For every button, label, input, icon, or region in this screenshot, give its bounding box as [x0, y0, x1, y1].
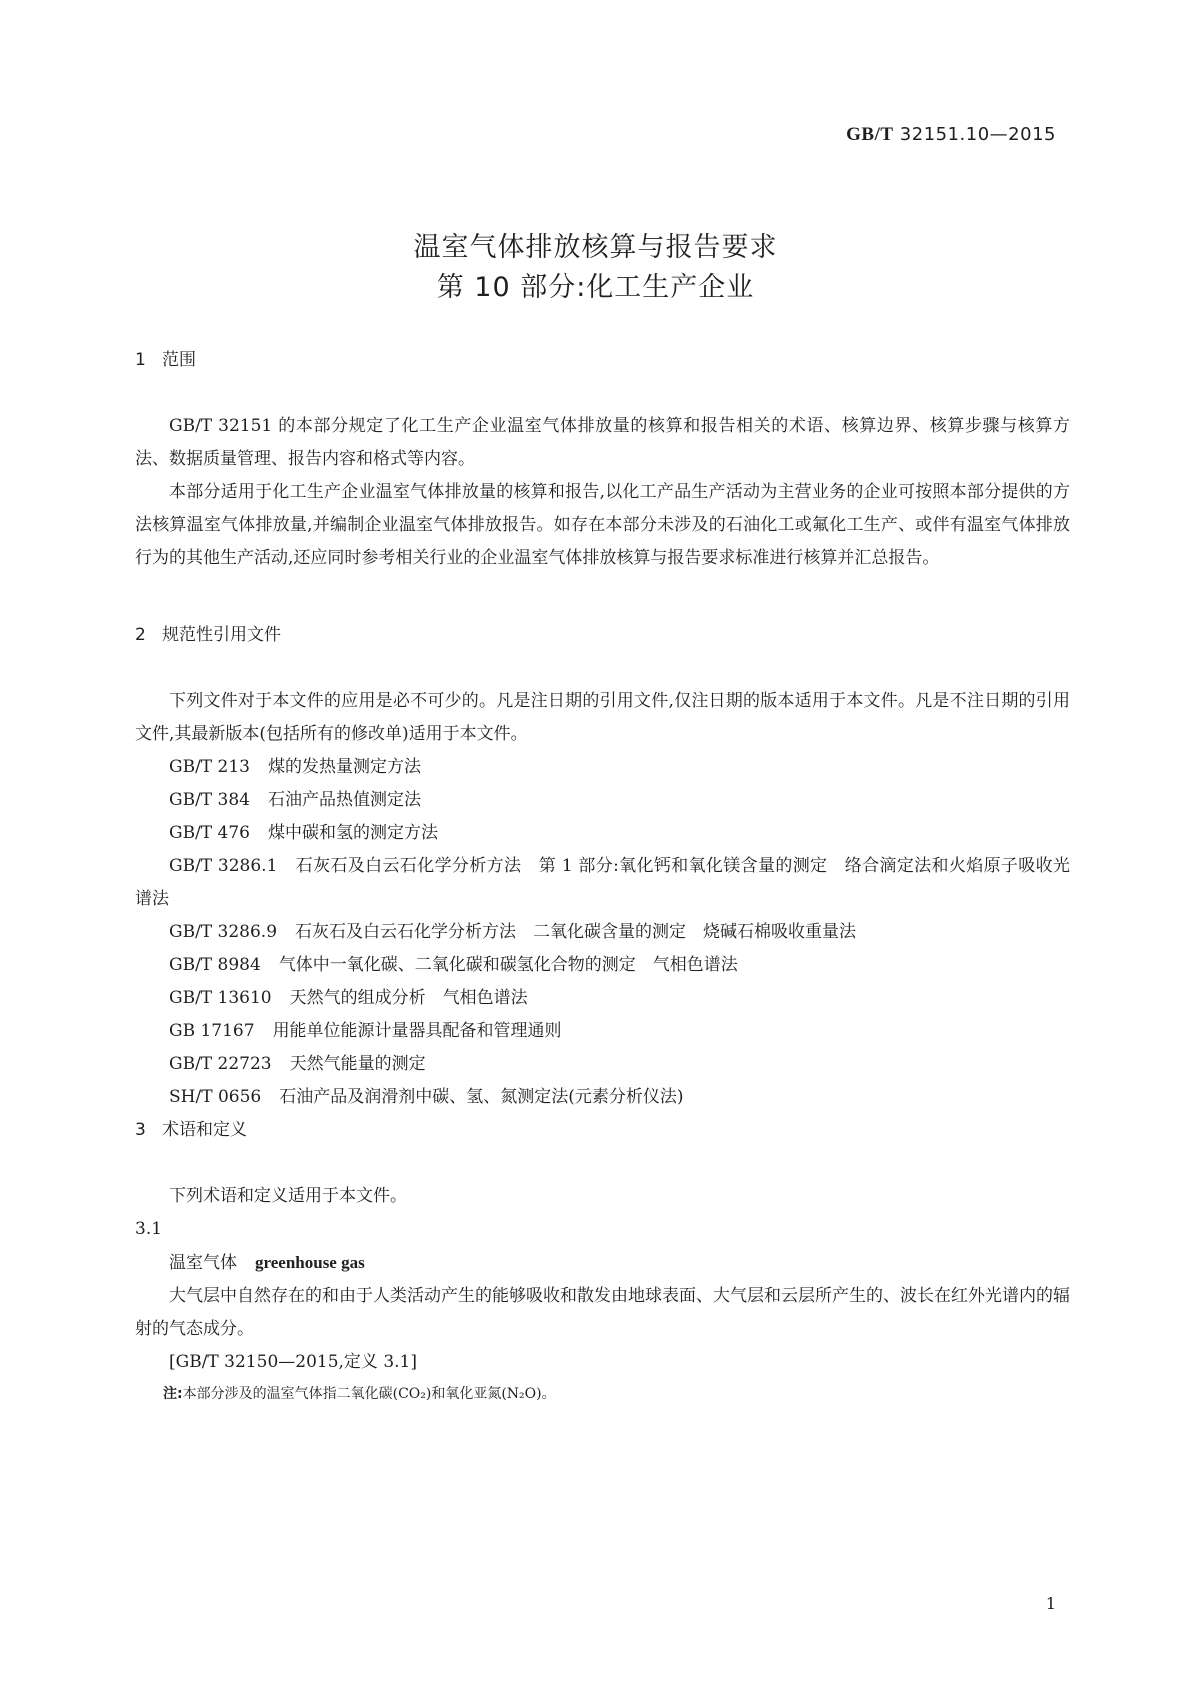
reference-item	[135, 1048, 1070, 1081]
reference-item	[135, 982, 1070, 1015]
section-title: 范围	[162, 350, 196, 370]
reference-code: GB/T 13610	[169, 988, 272, 1008]
standard-code	[846, 124, 1056, 146]
paragraph: 下列文件对于本文件的应用是必不可少的。凡是注日期的引用文件,仅注日期的版本适用于本文件。凡是不注日期的引用文件,其最新版本(包括所有的修改单)适用于本文件。	[135, 691, 1070, 744]
reference-title: 煤的发热量测定方法	[268, 757, 421, 777]
reference-item	[135, 1081, 1070, 1114]
reference-code: GB/T 476	[169, 823, 250, 843]
reference-code: GB/T 213	[169, 757, 250, 777]
note-text: 本部分涉及的温室气体指二氧化碳(CO₂)和氧化亚氮(N₂O)。	[182, 1386, 556, 1402]
term-note	[135, 1379, 1070, 1409]
section-number: 2	[135, 625, 146, 645]
paragraph: GB/T 32151 的本部分规定了化工生产企业温室气体排放量的核算和报告相关的术语、核算边界、核算步骤与核算方法、数据质量管理、报告内容和格式等内容。	[135, 416, 1070, 469]
reference-code: GB/T 22723	[169, 1054, 272, 1074]
reference-title: 石灰石及白云石化学分析方法 第 1 部分:氧化钙和氧化镁含量的测定 络合滴定法和火焰原子吸收光谱法	[135, 856, 1070, 909]
term-source: [GB/T 32150—2015,定义 3.1]	[169, 1352, 417, 1372]
reference-code: GB/T 8984	[169, 955, 261, 975]
reference-item	[135, 751, 1070, 784]
reference-item	[135, 949, 1070, 982]
section-title: 术语和定义	[162, 1120, 247, 1140]
section-heading	[135, 620, 1070, 645]
reference-title: 石灰石及白云石化学分析方法 二氧化碳含量的测定 烧碱石棉吸收重量法	[295, 922, 857, 942]
title-line-1: 温室气体排放核算与报告要求	[413, 232, 778, 263]
term-heading	[135, 1246, 1070, 1280]
term-chinese: 温室气体	[169, 1253, 237, 1273]
reference-code: GB/T 384	[169, 790, 250, 810]
section-number: 1	[135, 350, 146, 370]
reference-code: GB/T 3286.9	[169, 922, 278, 942]
term-definition: 大气层中自然存在的和由于人类活动产生的能够吸收和散发由地球表面、大气层和云层所产生的、波长在红外光谱内的辐射的气态成分。	[135, 1286, 1070, 1339]
section-scope	[135, 345, 1070, 575]
title-line-2: 第 10 部分:化工生产企业	[436, 272, 755, 303]
section-title: 规范性引用文件	[162, 625, 281, 645]
section-number: 3	[135, 1120, 146, 1140]
reference-item	[135, 850, 1070, 916]
paragraph: 下列术语和定义适用于本文件。	[169, 1186, 407, 1206]
reference-title: 煤中碳和氢的测定方法	[268, 823, 438, 843]
section-heading	[135, 345, 1070, 370]
reference-list	[135, 751, 1070, 1114]
paragraph: 本部分适用于化工生产企业温室气体排放量的核算和报告,以化工产品生产活动为主营业务的企业可按照本部分提供的方法核算温室气体排放量,并编制企业温室气体排放报告。如存在本部分未涉及的石油化工或氟化工生产、或伴有温室气体排放行为的其他生产活动,还应同时参考相关行业的企业温室气体排放核算与报告要求标准进行核算并汇总报告。	[135, 482, 1070, 568]
section-normative-references	[135, 620, 1070, 1114]
note-label: 注:	[163, 1386, 183, 1402]
reference-item	[135, 817, 1070, 850]
reference-title: 石油产品热值测定法	[268, 790, 421, 810]
reference-title: 天然气能量的测定	[289, 1054, 426, 1074]
reference-code: SH/T 0656	[169, 1087, 262, 1107]
reference-title: 石油产品及润滑剂中碳、氢、氮测定法(元素分析仪法)	[279, 1087, 684, 1107]
reference-title: 天然气的组成分析 气相色谱法	[289, 988, 528, 1008]
document-title	[0, 228, 1191, 308]
page-number: 1	[1045, 1594, 1056, 1613]
reference-code: GB/T 3286.1	[169, 856, 278, 876]
section-terms	[135, 1115, 1070, 1409]
reference-item	[135, 916, 1070, 949]
term-number: 3.1	[135, 1219, 163, 1239]
reference-item	[135, 784, 1070, 817]
reference-title: 用能单位能源计量器具配备和管理通则	[272, 1021, 562, 1041]
standard-number: 32151.10—2015	[899, 124, 1056, 145]
standard-prefix: GB/T	[846, 124, 894, 145]
term-english: greenhouse gas	[255, 1253, 365, 1272]
section-heading	[135, 1115, 1070, 1140]
reference-item	[135, 1015, 1070, 1048]
reference-title: 气体中一氧化碳、二氧化碳和碳氢化合物的测定 气相色谱法	[278, 955, 738, 975]
reference-code: GB 17167	[169, 1021, 255, 1041]
